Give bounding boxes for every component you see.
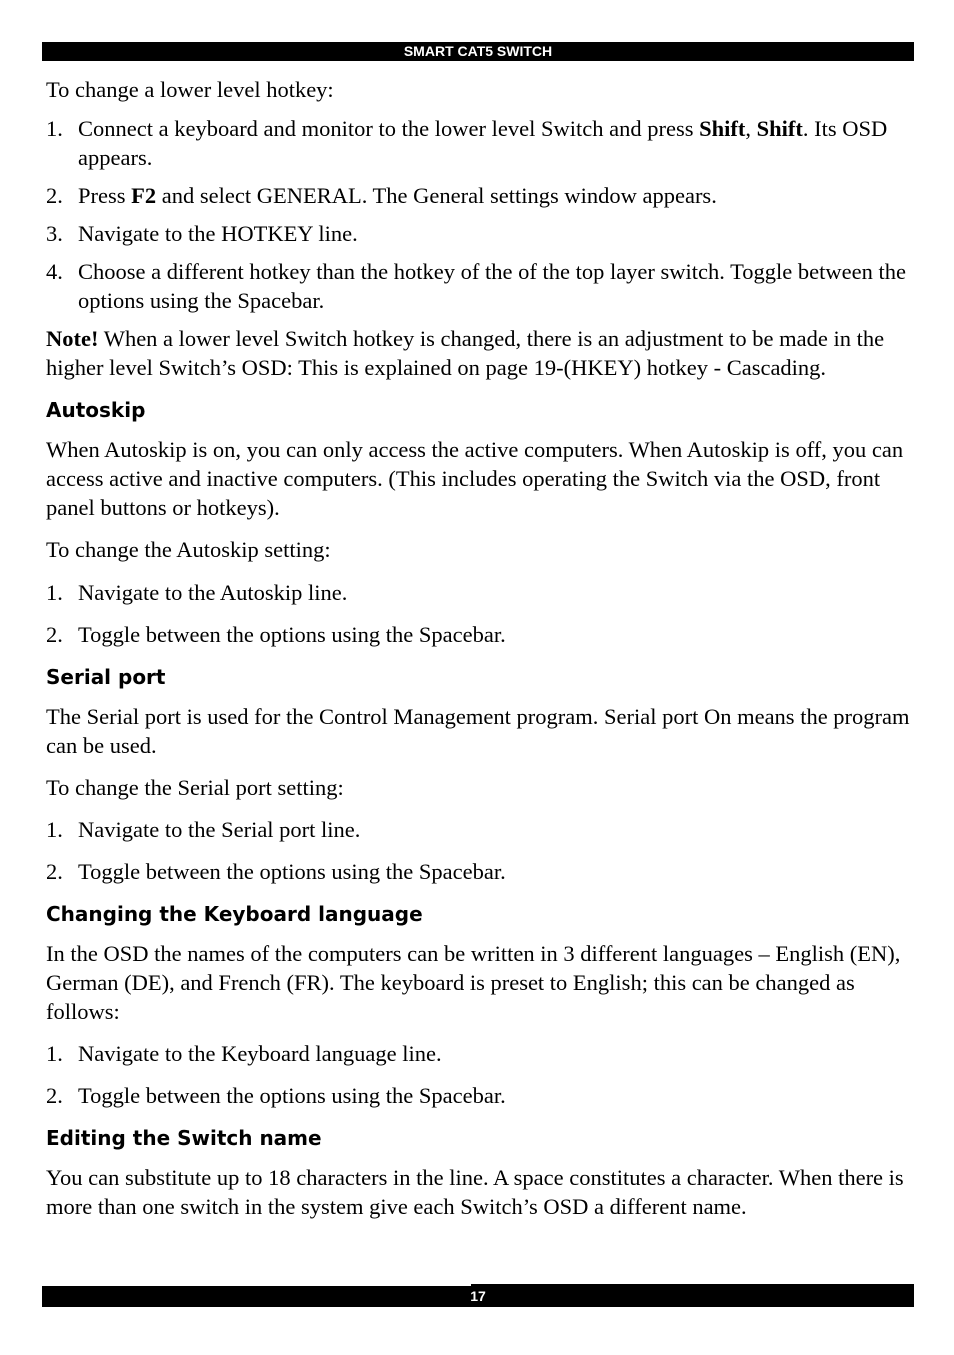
list-number: 2. xyxy=(46,1083,63,1108)
autoskip-steps xyxy=(46,578,912,649)
step-text: Navigate to the Serial port line. xyxy=(78,817,361,842)
list-number: 1. xyxy=(46,1041,63,1066)
list-item xyxy=(46,114,912,172)
page-number: 17 xyxy=(470,1288,486,1304)
list-number: 3. xyxy=(46,221,63,246)
switch-name-paragraph: You can substitute up to 18 characters in the line. A space constitutes a character. When there is more than one switch in the system give each Switch’s OSD a different name. xyxy=(46,1165,904,1219)
keyboard-language-paragraph: In the OSD the names of the computers can be written in 3 different languages – English (EN), German (DE), and French (FR). The keyboard is preset to English; this can be changed as follows: xyxy=(46,941,901,1024)
serial-port-intro: To change the Serial port setting: xyxy=(46,775,344,800)
list-number: 2. xyxy=(46,622,63,647)
page-header-bar xyxy=(42,42,914,61)
section-heading-serial-port: Serial port xyxy=(46,665,166,689)
step-text: Connect a keyboard and monitor to the lower level Switch and press xyxy=(78,116,700,141)
step-text: Navigate to the Autoskip line. xyxy=(78,580,348,605)
step-text: Choose a different hotkey than the hotkey of the of the top layer switch. Toggle between the options using the Spacebar. xyxy=(78,259,906,313)
step-text: , xyxy=(745,116,757,141)
autoskip-paragraph: When Autoskip is on, you can only access the active computers. When Autoskip is off, you can access active and inactive computers. (This includes operating the Switch via the OSD, front panel buttons or hotkeys). xyxy=(46,437,904,520)
list-item xyxy=(46,181,912,210)
note-paragraph xyxy=(46,324,912,382)
section-heading-autoskip: Autoskip xyxy=(46,398,146,422)
step-text: Toggle between the options using the Spacebar. xyxy=(78,622,506,647)
list-number: 4. xyxy=(46,259,63,284)
list-item xyxy=(46,620,912,649)
bold-key: Shift xyxy=(699,116,746,141)
list-number: 2. xyxy=(46,183,63,208)
list-number: 1. xyxy=(46,817,63,842)
step-text: and select GENERAL. The General settings window appears. xyxy=(156,183,717,208)
page-footer-bar xyxy=(42,1286,914,1307)
bold-key: F2 xyxy=(131,183,157,208)
step-text: Toggle between the options using the Spacebar. xyxy=(78,859,506,884)
list-item xyxy=(46,1081,912,1110)
step-text: Navigate to the HOTKEY line. xyxy=(78,221,358,246)
section-heading-switch-name: Editing the Switch name xyxy=(46,1126,322,1150)
autoskip-intro: To change the Autoskip setting: xyxy=(46,537,331,562)
list-item xyxy=(46,257,912,315)
note-label: Note! xyxy=(46,326,99,351)
list-item xyxy=(46,1039,912,1068)
serial-port-steps xyxy=(46,815,912,886)
list-number: 1. xyxy=(46,580,63,605)
step-text: . Its OSD appears. xyxy=(78,116,888,170)
page-header-title: SMART CAT5 SWITCH xyxy=(403,43,553,59)
step-text: Navigate to the Keyboard language line. xyxy=(78,1041,442,1066)
list-item xyxy=(46,857,912,886)
step-text: Press xyxy=(78,183,132,208)
keyboard-language-steps xyxy=(46,1039,912,1110)
list-item xyxy=(46,219,912,248)
bold-key: Shift xyxy=(756,116,803,141)
note-text: When a lower level Switch hotkey is changed, there is an adjustment to be made in the higher level Switch’s OSD: This is explained on page 19-(HKEY) hotkey - Cascading. xyxy=(46,326,885,380)
list-number: 1. xyxy=(46,116,63,141)
lower-hotkey-intro: To change a lower level hotkey: xyxy=(46,77,334,102)
list-item xyxy=(46,815,912,844)
list-item xyxy=(46,578,912,607)
step-text: Toggle between the options using the Spacebar. xyxy=(78,1083,506,1108)
section-heading-keyboard-language: Changing the Keyboard language xyxy=(46,902,423,926)
lower-hotkey-steps xyxy=(46,114,912,315)
page-content xyxy=(46,75,912,1221)
serial-port-paragraph: The Serial port is used for the Control Management program. Serial port On means the program can be used. xyxy=(46,704,910,758)
list-number: 2. xyxy=(46,859,63,884)
